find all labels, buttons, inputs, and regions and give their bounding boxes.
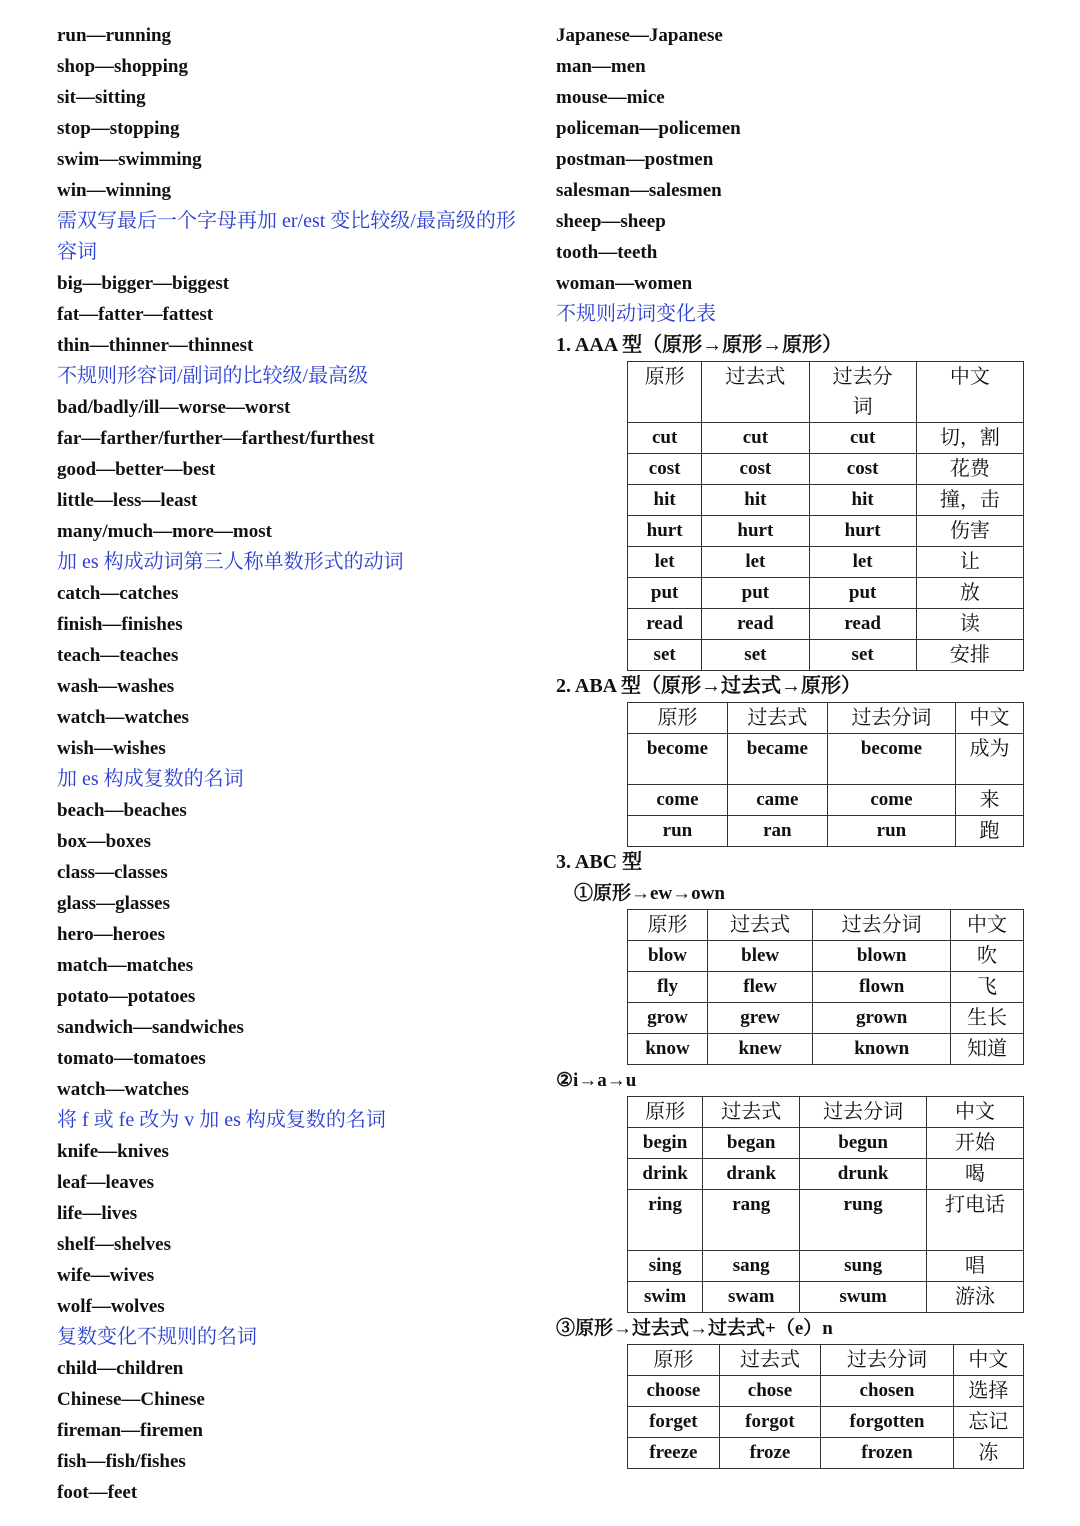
word-pair: foot—feet <box>57 1482 138 1503</box>
word-pair: fireman—firemen <box>57 1420 203 1441</box>
word-pair: box—boxes <box>57 831 151 852</box>
cell-base: read <box>628 609 702 640</box>
table-row <box>628 547 1024 578</box>
table-row <box>628 485 1024 516</box>
col-past: 过去式 <box>707 910 812 941</box>
cell-pp: read <box>809 609 916 640</box>
word-pair: sit—sitting <box>57 87 146 108</box>
cell-pp: let <box>809 547 916 578</box>
category-heading: 加 es 构成动词第三人称单数形式的动词 <box>57 551 404 573</box>
word-pair: watch—watches <box>57 1079 189 1100</box>
cell-pp: drunk <box>800 1159 927 1190</box>
cell-zh: 撞，击 <box>916 485 1023 516</box>
left-column <box>57 20 527 1508</box>
cell-base: sing <box>628 1251 703 1282</box>
table-row <box>628 972 1024 1003</box>
cell-zh: 知道 <box>951 1034 1024 1065</box>
word-pair: Japanese—Japanese <box>556 25 723 46</box>
cell-past: hurt <box>702 516 809 547</box>
col-base: 原形 <box>628 910 708 941</box>
word-pair: glass—glasses <box>57 893 170 914</box>
cell-past: hit <box>702 485 809 516</box>
table-row <box>628 1190 1024 1251</box>
aaa-verb-table <box>627 361 1024 671</box>
cell-zh: 读 <box>916 609 1023 640</box>
section-aaa-title: 1. AAA 型（原形→原形→原形） <box>556 334 843 356</box>
abc-group2-title: ②i→a→u <box>556 1070 637 1091</box>
col-zh: 中文 <box>951 910 1024 941</box>
cell-zh: 成为 <box>956 734 1024 785</box>
right-column <box>556 20 1036 1469</box>
cell-zh: 打电话 <box>927 1190 1024 1251</box>
cell-pp: hurt <box>809 516 916 547</box>
cell-past: rang <box>703 1190 800 1251</box>
cell-past: let <box>702 547 809 578</box>
cell-pp: rung <box>800 1190 927 1251</box>
word-pair: match—matches <box>57 955 194 976</box>
table-row <box>628 816 1024 847</box>
irregular-verb-heading: 不规则动词变化表 <box>556 303 716 325</box>
cell-past: grew <box>707 1003 812 1034</box>
cell-past: came <box>727 785 827 816</box>
cell-base: blow <box>628 941 708 972</box>
abc-group3-table <box>627 1344 1024 1469</box>
col-base: 原形 <box>628 1097 703 1128</box>
cell-zh: 冻 <box>953 1438 1023 1469</box>
cell-base: cut <box>628 423 702 454</box>
abc-group1-table <box>627 909 1024 1065</box>
cell-pp: blown <box>813 941 951 972</box>
cell-zh: 安排 <box>916 640 1023 671</box>
cell-zh: 来 <box>956 785 1024 816</box>
cell-past: ran <box>727 816 827 847</box>
cell-pp: become <box>827 734 955 785</box>
word-pair: good—better—best <box>57 459 216 480</box>
cell-base: choose <box>628 1376 720 1407</box>
cell-base: run <box>628 816 728 847</box>
table-row <box>628 1034 1024 1065</box>
word-pair: wife—wives <box>57 1265 155 1286</box>
word-pair: potato—potatoes <box>57 986 196 1007</box>
cell-zh: 放 <box>916 578 1023 609</box>
word-pair: sheep—sheep <box>556 211 666 232</box>
cell-base: let <box>628 547 702 578</box>
cell-pp: set <box>809 640 916 671</box>
cell-zh: 唱 <box>927 1251 1024 1282</box>
cell-past: began <box>703 1128 800 1159</box>
col-zh: 中文 <box>916 362 1023 423</box>
col-pp: 过去分词 <box>800 1097 927 1128</box>
table-row <box>628 1003 1024 1034</box>
section-abc-title: 3. ABC 型 <box>556 851 643 873</box>
cell-pp: cut <box>809 423 916 454</box>
table-row <box>628 1438 1024 1469</box>
word-pair: class—classes <box>57 862 168 883</box>
cell-base: fly <box>628 972 708 1003</box>
cell-past: blew <box>707 941 812 972</box>
cell-base: forget <box>628 1407 720 1438</box>
word-pair: postman—postmen <box>556 149 714 170</box>
word-pair: catch—catches <box>57 583 179 604</box>
table-row <box>628 734 1024 785</box>
cell-past: knew <box>707 1034 812 1065</box>
cell-base: cost <box>628 454 702 485</box>
cell-past: put <box>702 578 809 609</box>
cell-past: cost <box>702 454 809 485</box>
cell-pp: swum <box>800 1282 927 1313</box>
col-past: 过去式 <box>703 1097 800 1128</box>
section-aba-title: 2. ABA 型（原形→过去式→原形） <box>556 675 862 697</box>
col-past: 过去式 <box>727 703 827 734</box>
cell-pp: cost <box>809 454 916 485</box>
word-pair: stop—stopping <box>57 118 180 139</box>
cell-zh: 生长 <box>951 1003 1024 1034</box>
cell-past: cut <box>702 423 809 454</box>
cell-past: set <box>702 640 809 671</box>
word-pair: mouse—mice <box>556 87 665 108</box>
cell-past: froze <box>719 1438 820 1469</box>
word-pair: teach—teaches <box>57 645 179 666</box>
table-row <box>628 423 1024 454</box>
cell-base: put <box>628 578 702 609</box>
cell-zh: 伤害 <box>916 516 1023 547</box>
col-zh: 中文 <box>953 1345 1023 1376</box>
cell-pp: come <box>827 785 955 816</box>
cell-zh: 飞 <box>951 972 1024 1003</box>
col-zh: 中文 <box>927 1097 1024 1128</box>
word-pair: tooth—teeth <box>556 242 658 263</box>
category-heading: 复数变化不规则的名词 <box>57 1326 257 1348</box>
abc-group3-title: ③原形→过去式→过去式+（e）n <box>556 1318 833 1339</box>
cell-past: chose <box>719 1376 820 1407</box>
category-heading: 需双写最后一个字母再加 er/est 变比较级/最高级的形容词 <box>57 210 516 263</box>
cell-pp: flown <box>813 972 951 1003</box>
cell-base: hurt <box>628 516 702 547</box>
table-row <box>628 1128 1024 1159</box>
cell-zh: 开始 <box>927 1128 1024 1159</box>
word-pair: tomato—tomatoes <box>57 1048 206 1069</box>
col-past: 过去式 <box>719 1345 820 1376</box>
col-past: 过去式 <box>702 362 809 423</box>
table-row <box>628 609 1024 640</box>
cell-past: drank <box>703 1159 800 1190</box>
col-pp: 过去分词 <box>827 703 955 734</box>
cell-base: ring <box>628 1190 703 1251</box>
cell-pp: grown <box>813 1003 951 1034</box>
cell-past: flew <box>707 972 812 1003</box>
table-row <box>628 941 1024 972</box>
cell-base: freeze <box>628 1438 720 1469</box>
cell-pp: begun <box>800 1128 927 1159</box>
cell-pp: known <box>813 1034 951 1065</box>
word-pair: fish—fish/fishes <box>57 1451 186 1472</box>
word-pair: Chinese—Chinese <box>57 1389 205 1410</box>
word-pair: shop—shopping <box>57 56 188 77</box>
cell-base: swim <box>628 1282 703 1313</box>
col-base: 原形 <box>628 1345 720 1376</box>
table-row <box>628 640 1024 671</box>
word-pair: finish—finishes <box>57 614 183 635</box>
col-base: 原形 <box>628 703 728 734</box>
word-pair: salesman—salesmen <box>556 180 722 201</box>
cell-zh: 吹 <box>951 941 1024 972</box>
word-pair: little—less—least <box>57 490 198 511</box>
cell-zh: 切，割 <box>916 423 1023 454</box>
cell-past: sang <box>703 1251 800 1282</box>
cell-zh: 选择 <box>953 1376 1023 1407</box>
cell-base: hit <box>628 485 702 516</box>
table-row <box>628 516 1024 547</box>
word-pair: big—bigger—biggest <box>57 273 230 294</box>
cell-past: became <box>727 734 827 785</box>
word-pair: watch—watches <box>57 707 189 728</box>
abc-group1-title: ①原形→ew→own <box>574 883 725 904</box>
word-pair: shelf—shelves <box>57 1234 171 1255</box>
word-pair: win—winning <box>57 180 172 201</box>
table-row <box>628 1251 1024 1282</box>
col-zh: 中文 <box>956 703 1024 734</box>
cell-pp: frozen <box>821 1438 954 1469</box>
word-pair: swim—swimming <box>57 149 202 170</box>
irregular-noun-list <box>556 20 1036 299</box>
cell-zh: 花费 <box>916 454 1023 485</box>
col-pp: 过去分词 <box>813 910 951 941</box>
cell-base: know <box>628 1034 708 1065</box>
table-row <box>628 1282 1024 1313</box>
word-pair: beach—beaches <box>57 800 187 821</box>
category-heading: 不规则形容词/副词的比较级/最高级 <box>57 365 369 387</box>
word-pair: knife—knives <box>57 1141 169 1162</box>
cell-pp: chosen <box>821 1376 954 1407</box>
table-row <box>628 785 1024 816</box>
cell-base: set <box>628 640 702 671</box>
word-pair: child—children <box>57 1358 184 1379</box>
cell-base: grow <box>628 1003 708 1034</box>
word-pair: thin—thinner—thinnest <box>57 335 254 356</box>
word-pair: man—men <box>556 56 646 77</box>
cell-pp: put <box>809 578 916 609</box>
category-heading: 将 f 或 fe 改为 v 加 es 构成复数的名词 <box>57 1109 386 1131</box>
cell-zh: 喝 <box>927 1159 1024 1190</box>
aba-verb-table <box>627 702 1024 847</box>
cell-zh: 让 <box>916 547 1023 578</box>
word-pair: hero—heroes <box>57 924 166 945</box>
cell-zh: 跑 <box>956 816 1024 847</box>
word-pair: run—running <box>57 25 172 46</box>
cell-past: read <box>702 609 809 640</box>
cell-base: begin <box>628 1128 703 1159</box>
col-pp: 过去分词 <box>821 1345 954 1376</box>
word-pair: leaf—leaves <box>57 1172 155 1193</box>
abc-group2-table <box>627 1096 1024 1313</box>
cell-zh: 忘记 <box>953 1407 1023 1438</box>
category-heading: 加 es 构成复数的名词 <box>57 768 244 790</box>
cell-pp: forgotten <box>821 1407 954 1438</box>
word-pair: wolf—wolves <box>57 1296 165 1317</box>
word-pair: woman—women <box>556 273 693 294</box>
word-pair: wish—wishes <box>57 738 166 759</box>
col-base: 原形 <box>628 362 702 423</box>
table-row <box>628 454 1024 485</box>
word-pair: many/much—more—most <box>57 521 272 542</box>
table-row <box>628 1376 1024 1407</box>
cell-base: come <box>628 785 728 816</box>
col-pp: 过去分 词 <box>809 362 916 423</box>
table-row <box>628 1159 1024 1190</box>
cell-pp: run <box>827 816 955 847</box>
table-row <box>628 578 1024 609</box>
word-pair: wash—washes <box>57 676 175 697</box>
cell-base: become <box>628 734 728 785</box>
table-row <box>628 1407 1024 1438</box>
word-pair: fat—fatter—fattest <box>57 304 214 325</box>
word-pair: policeman—policemen <box>556 118 741 139</box>
cell-base: drink <box>628 1159 703 1190</box>
word-pair: far—farther/further—farthest/furthest <box>57 428 375 449</box>
word-pair: sandwich—sandwiches <box>57 1017 244 1038</box>
cell-past: forgot <box>719 1407 820 1438</box>
cell-past: swam <box>703 1282 800 1313</box>
word-pair: life—lives <box>57 1203 138 1224</box>
cell-pp: hit <box>809 485 916 516</box>
cell-zh: 游泳 <box>927 1282 1024 1313</box>
cell-pp: sung <box>800 1251 927 1282</box>
word-pair: bad/badly/ill—worse—worst <box>57 397 291 418</box>
